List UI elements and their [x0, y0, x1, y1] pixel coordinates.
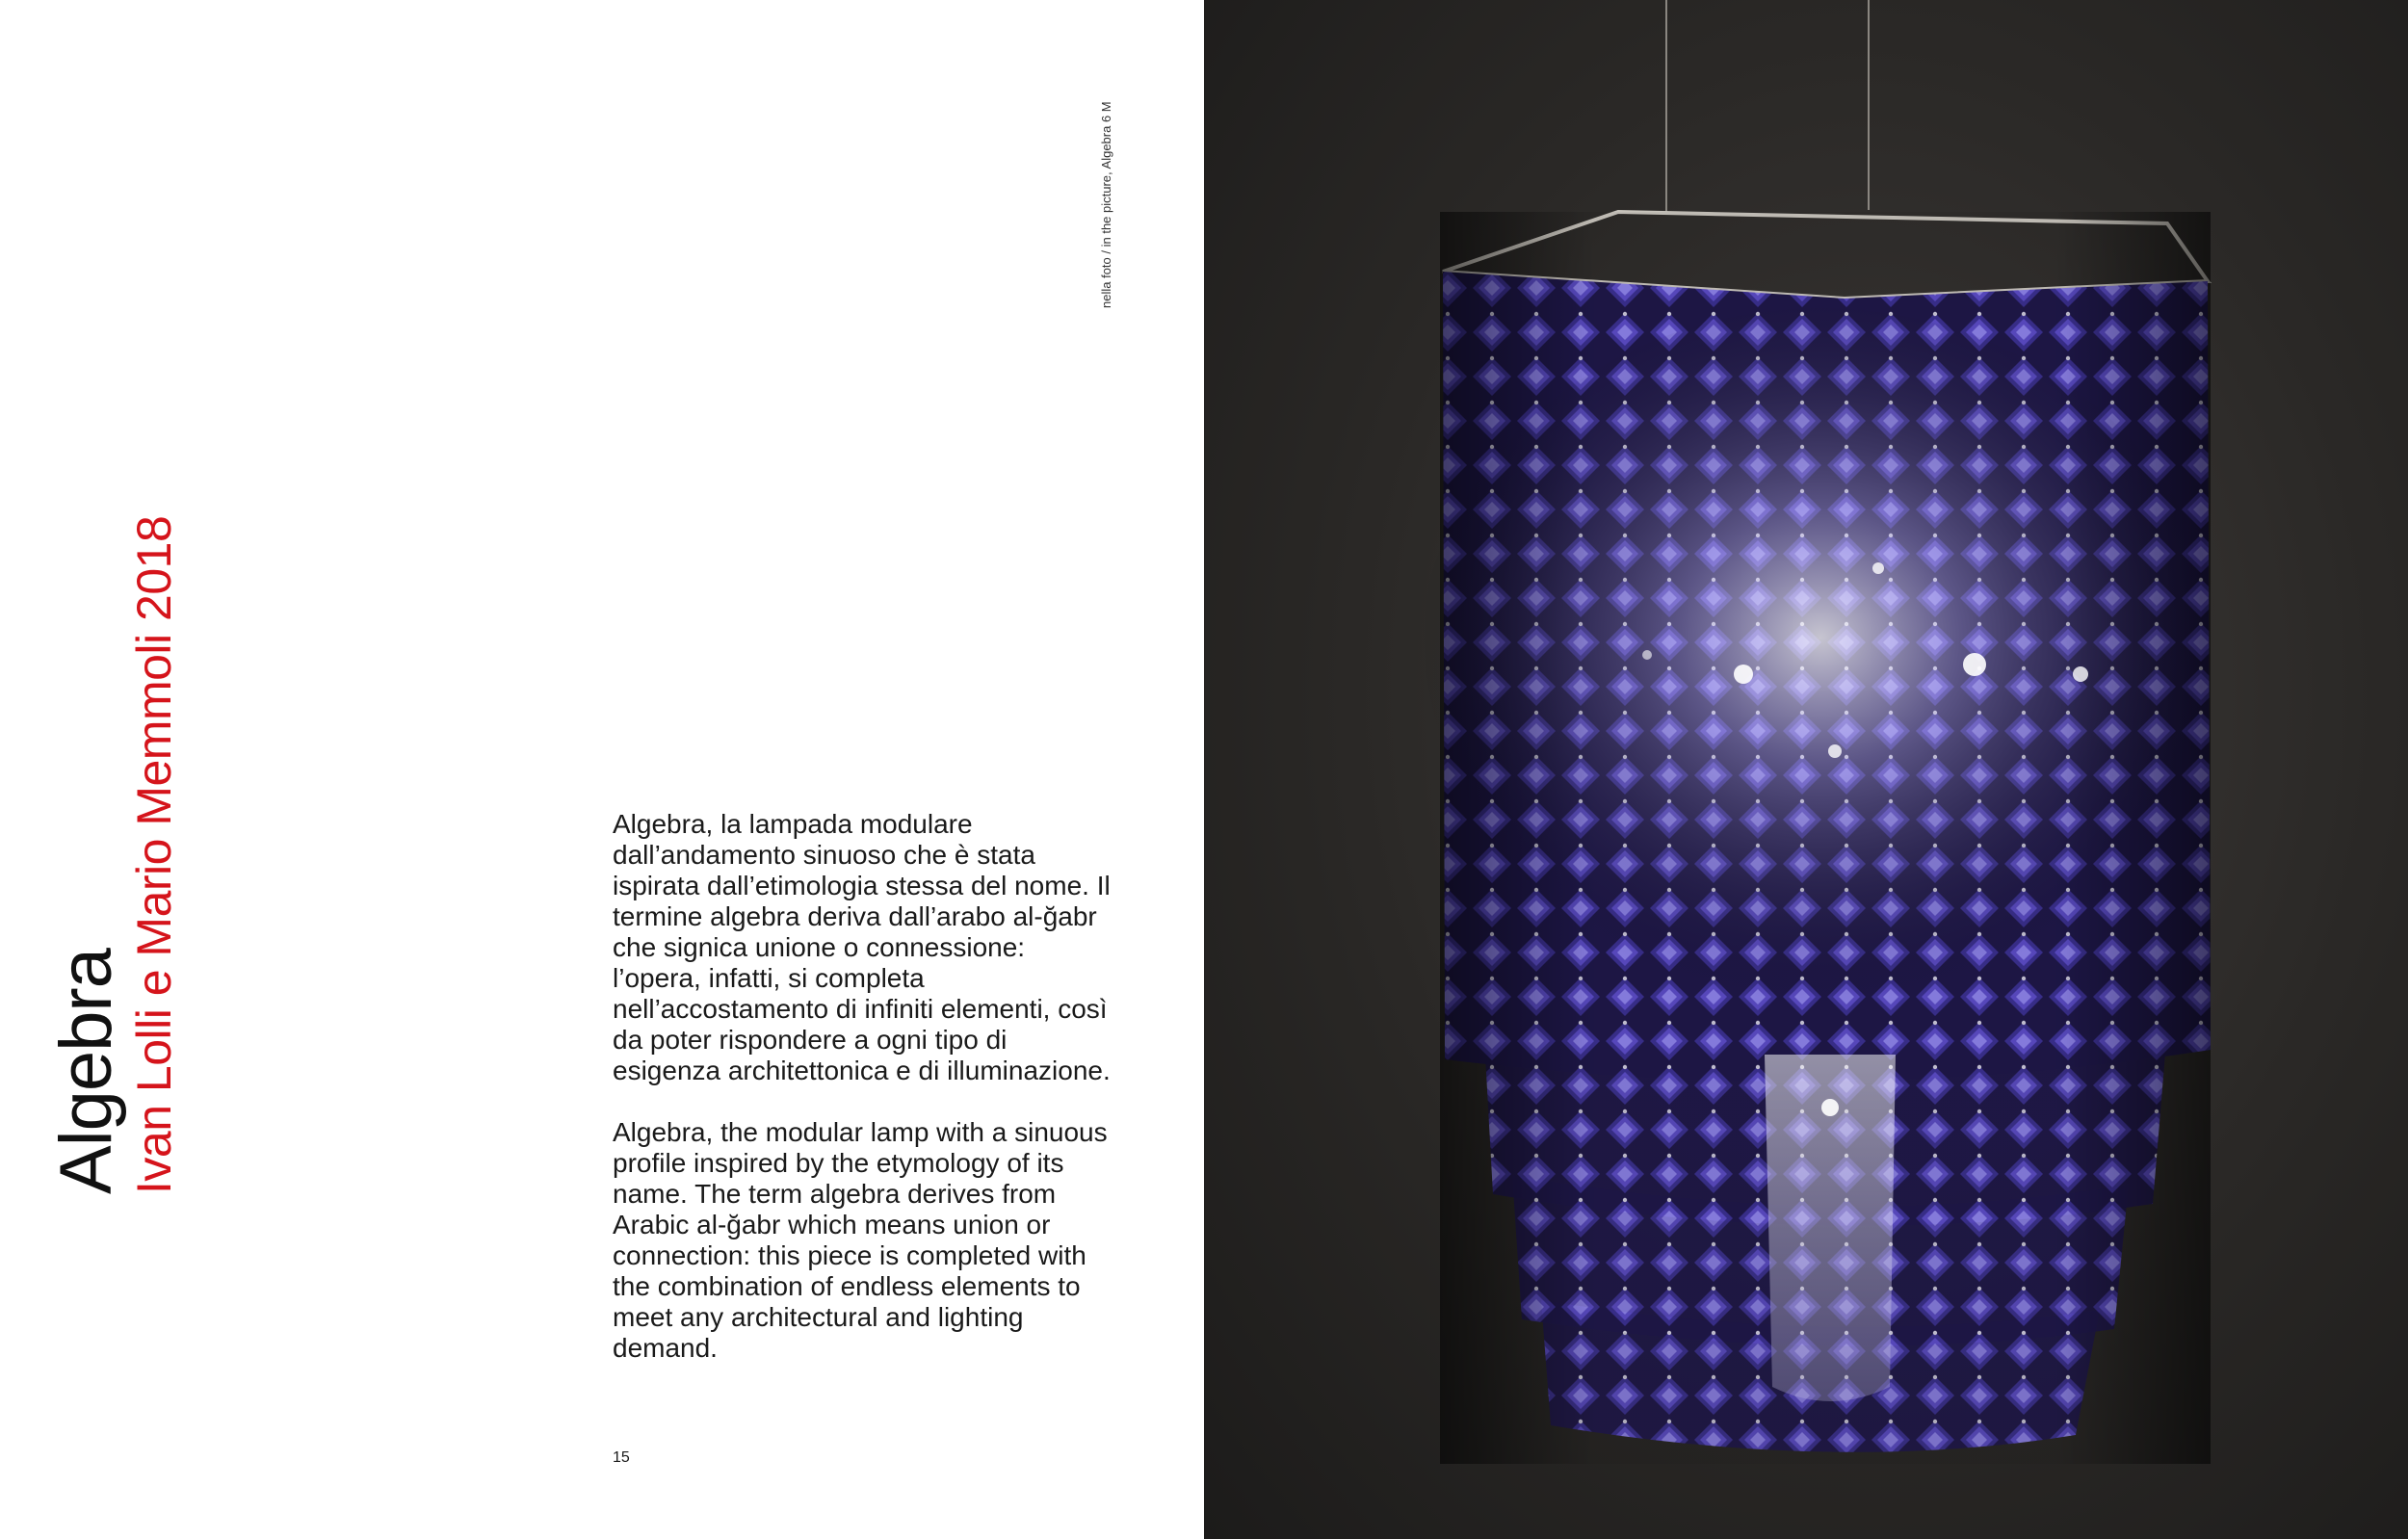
chandelier-illustration: [1204, 0, 2408, 1539]
photo-caption: nella foto / in the picture, Algebra 6 M: [1099, 101, 1113, 308]
body-text: [613, 809, 1113, 1364]
product-title: Algebra: [45, 949, 127, 1194]
product-photo: [1204, 0, 2408, 1539]
inner-light-glow: [1416, 308, 2225, 1040]
photo-caption-wrap: [1098, 58, 1127, 318]
page-number: 15: [613, 1449, 630, 1466]
vertical-title-block: [45, 515, 193, 1194]
description-english: Algebra, the modular lamp with a sinuous profile inspired by the etymology of its name. The term algebra derives from Arabic al-ğabr which means union or connection: this piece is completed with the combination of endless elements to meet any architectural and lighting demand.: [613, 1117, 1108, 1363]
vertical-title: [45, 515, 183, 1194]
product-designers: Ivan Lolli e Mario Memmoli 2018: [127, 515, 181, 1194]
description-italian: Algebra, la lampada modulare dall’andamento sinuoso che è stata ispirata dall’etimologia stessa del nome. Il termine algebra deriva dall’arabo al-ğabr che signica unione o connessione: l’opera, infatti, si completa nell’accostamento di infiniti elementi, così da poter rispondere a ogni tipo di esigenza architettonica e di illuminazione.: [613, 809, 1111, 1085]
